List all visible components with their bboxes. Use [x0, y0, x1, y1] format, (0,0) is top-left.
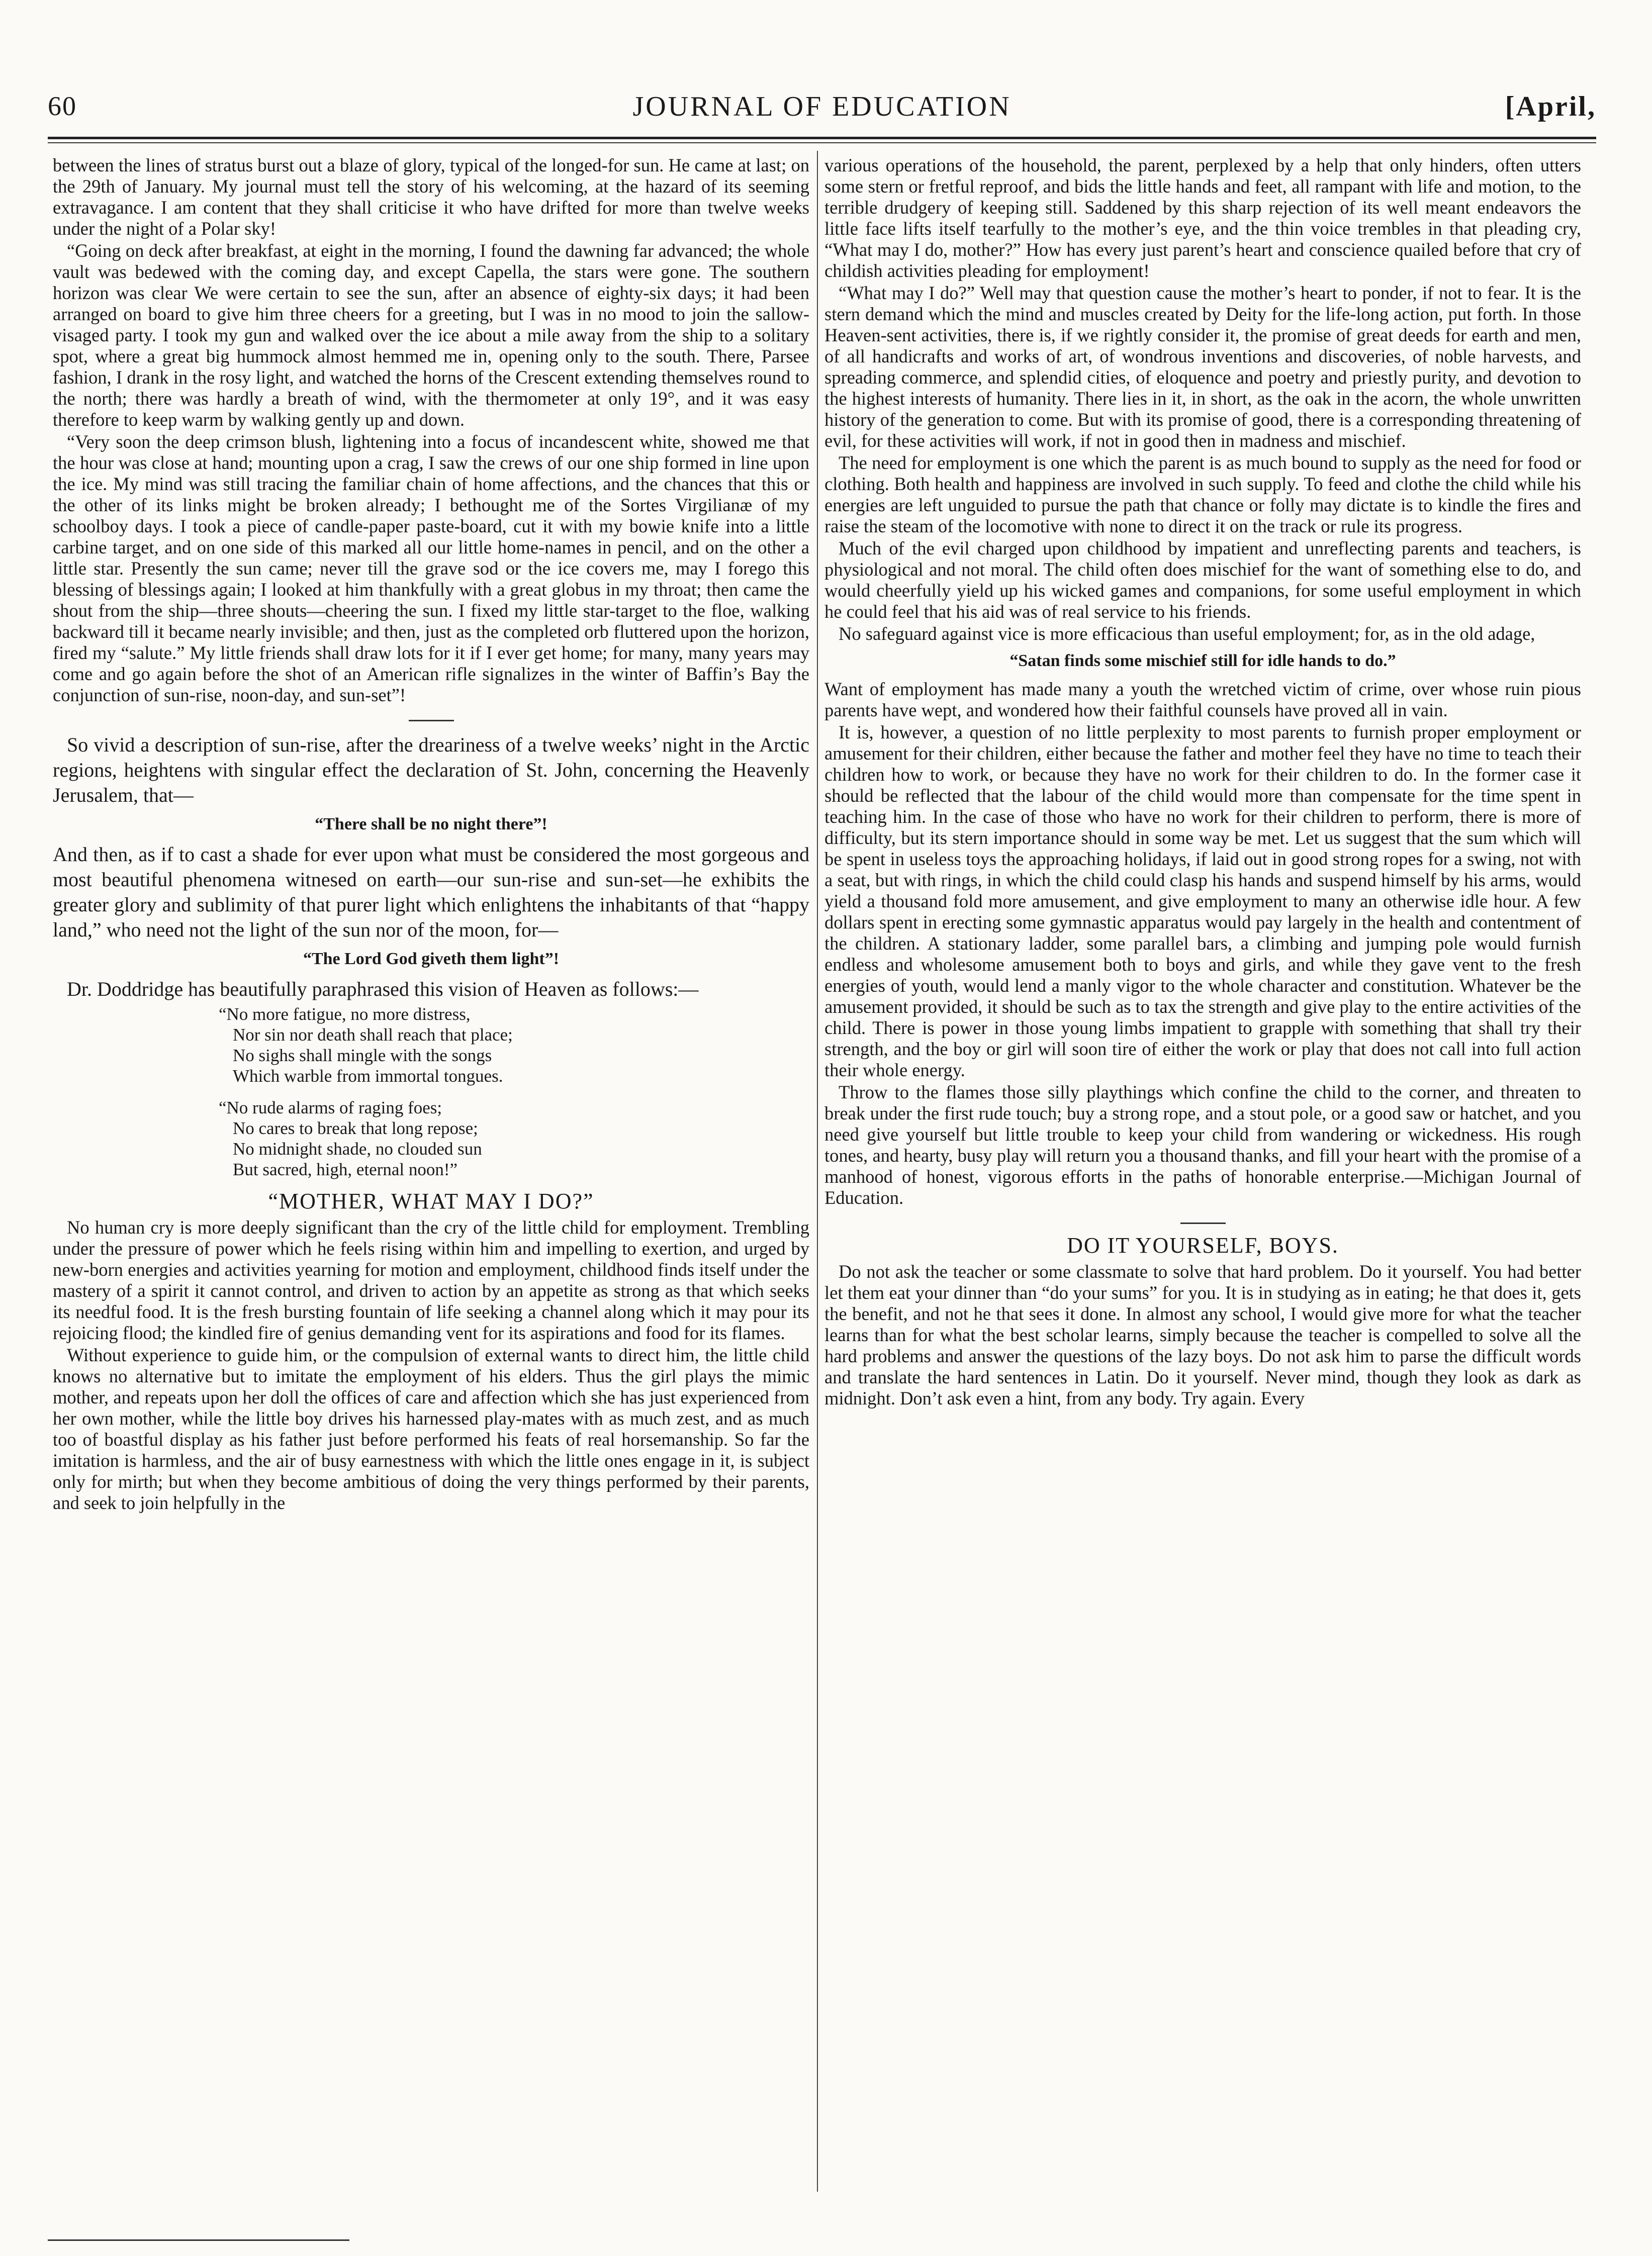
right-column [824, 155, 1581, 2206]
verse-line: “No more fatigue, no more distress, [219, 1004, 471, 1024]
left-paragraph-5: And then, as if to cast a shade for ever upon what must be considered the most gorgeous and most beautiful phenomena witnesed on earth—our sun-rise and sun-set—he exhibits the greater glory and sublimity of that purer light which enlightens the inhabitants of that “happy land,” who need not the light of the sun nor of the moon, for— [53, 843, 809, 941]
footer-rule [48, 2239, 349, 2241]
left-paragraph-7: No human cry is more deeply significant than the cry of the little child for employment. Trembling under the pressure of power which he feels rising within him and impelling to exertion, and urged by new-born energies and activities yearning for motion and employment, childhood finds itself under the mastery of a spirit it cannot control, and driven to action by an appetite as strong as that which seeks its needful food. It is the fresh bursting fountain of life seeking a channel along which it may pour its rejoicing flood; the kindled fire of genius demanding vent for its aspirations and food for its flames. [53, 1217, 809, 1343]
running-title: JOURNAL OF EDUCATION [632, 91, 1012, 122]
quote-lord-god: “The Lord God giveth them light”! [303, 950, 560, 968]
verse-line: No sighs shall mingle with the songs [233, 1046, 492, 1065]
verse-line: No cares to break that long repose; [233, 1118, 478, 1138]
left-paragraph-2: “Going on deck after breakfast, at eight in the morning, I found the dawning far advanced; the whole vault was bedewed with the coming day, and except Capella, the stars were gone. The southern horizon was clear We were certain to see the sun, after an absence of eighty-six days; it had been arranged on board to give him three cheers for a greeting, but I was in no mood to join the sallow-visaged party. I took my gun and walked over the ice about a mile away from the ship to a solitary spot, where a great big hummock almost hemmed me in, opening only to the south. There, Parsee fashion, I drank in the rosy light, and watched the horns of the Crescent extending themselves round to the north; there was hardly a breath of wind, with the thermometer at only 19°, and it was easy therefore to keep warm by walking gently up and down. [53, 240, 809, 430]
verse-line: But sacred, high, eternal noon!” [233, 1160, 458, 1179]
verse-line: “No rude alarms of raging foes; [219, 1098, 442, 1117]
left-paragraph-3: “Very soon the deep crimson blush, lightening into a focus of incandescent white, showed me that the hour was close at hand; mounting upon a crag, I saw the crews of our one ship formed in line upon the ice. My mind was still tracing the familiar chain of home affections, and the chances that this or the other of its links might be broken already; I bethought me of the Sortes Virgilianæ of my schoolboy days. I took a piece of candle-paper paste-board, cut it with my bowie knife into a little carbine target, and on one side of this marked all our little home-names in pencil, and on the other a little star. Presently the sun came; never till the grave sod or the ice covers me, may I forego this blessing of blessings again; I looked at him thankfully with a great globus in my throat; then came the shout from the ship—three shouts—cheering the sun. I fixed my little star-target to the floe, walking backward till it became nearly invisible; and then, just as the completed orb fluttered upon the horizon, fired my “salute.” My little friends shall draw lots for it if I ever get home; for many, many years may come and go again before the shot of an American rifle signalizes in the winter of Baffin’s Bay the conjunction of sun-rise, noon-day, and sun-set”! [53, 431, 809, 705]
right-paragraph-7: It is, however, a question of no little perplexity to most parents to furnish proper employment or amusement for their children, either because the father and mother feel they have no time to teach their children how to work, or because they have no work for their children to do. In the former case it should be reflected that the labour of the child would more than compensate for the time spent in teaching him. In the case of those who have no work for their children to perform, there is more of difficulty, but its stern importance should in some way be met. Let us suggest that the sum which will be spent in useless toys the approaching holidays, if laid out in good strong ropes for a swing, not with a seat, but with rings, in which the child could clasp his hands and suspend himself by his arms, would yield a thousand fold more amusement, and give employment to many an otherwise idle hour. A few dollars spent in erecting some gymnastic apparatus would pay largely in the health and contentment of the children. A stationary ladder, some parallel bars, a climbing and jumping pole would furnish endless and wholesome amusement both to boys and girls, and while they gave vent to the fresh energies of youth, would lend a manly vigor to the whole character and constitution. Whatever be the amusement provided, it should be such as to tax the strength and give play to the entire activities of the child. There is power in those young limbs impatient to grapple with something that shall try their strength, and the boy or girl will soon tire of either the work or play that does not call into full action their whole energy. [824, 722, 1581, 1080]
verse-line: Nor sin nor death shall reach that place; [233, 1025, 513, 1045]
article-heading-mother: “MOTHER, WHAT MAY I DO?” [268, 1189, 594, 1213]
page-header [48, 85, 1596, 131]
header-rule [48, 137, 1596, 139]
article-heading-boys: DO IT YOURSELF, BOYS. [1067, 1233, 1339, 1258]
quote-no-night: “There shall be no night there”! [315, 815, 547, 833]
section-divider [1180, 1223, 1226, 1224]
right-paragraph-2: “What may I do?” Well may that question cause the mother’s heart to ponder, if not to fear. It is the stern demand which the mind and muscles created by Deity for the life-long action, put forth. In those Heaven-sent activities, there is, if we rightly consider it, the promise of great deeds for earth and men, of all handicrafts and works of art, of wondrous inventions and discoveries, of noble harvests, and spreading commerce, and splendid cities, of eloquence and poetry and priestly purity, and devotion to the highest interests of humanity. There lies in it, in short, as the oak in the acorn, the whole unwritten history of the generation to come. But with its promise of good, there is a corresponding threatening of evil, for these activities will work, if not in good then in madness and mischief. [824, 283, 1581, 451]
verse-line: No midnight shade, no clouded sun [233, 1139, 482, 1159]
month-label: [April, [1505, 91, 1596, 122]
section-divider [409, 720, 454, 721]
verse-stanza-2 [219, 1097, 809, 1180]
right-paragraph-8: Throw to the flames those silly playthings which confine the child to the corner, and threaten to break under the first rude touch; buy a strong rope, and a stout pole, or a good saw or hatchet, and you need give yourself but little trouble to keep your child from wandering or wickedness. His rough tones, and hearty, busy play will return you a thousand thanks, and fill your heart with the promise of a manhood of honest, vigorous efforts in the paths of honorable enterprise.—Michigan Journal of Education. [824, 1082, 1581, 1208]
page-number: 60 [48, 91, 77, 121]
right-paragraph-5: No safeguard against vice is more efficacious than useful employment; for, as in the old adage, [839, 623, 1535, 644]
verse-stanza-1 [219, 1004, 809, 1086]
left-paragraph-1: between the lines of stratus burst out a blaze of glory, typical of the longed-for sun. He came at last; on the 29th of January. My journal must tell the story of his welcoming, at the hazard of its seeming extravagance. I am content that they shall criticise it who have drifted for more than twelve weeks under the night of a Polar sky! [53, 155, 809, 239]
header-rule-thin [48, 142, 1596, 143]
left-paragraph-8: Without experience to guide him, or the compulsion of external wants to direct him, the little child knows no alternative but to imitate the employment of his elders. Thus the girl plays the mimic mother, and repeats upon her doll the offices of care and affection which she has just experienced from her own mother, while the little boy drives his harnessed play-mates with as much zest, and as much too of boastful display as his father just before performed his feats of real horsemanship. So far the imitation is harmless, and the air of busy earnestness with which the little ones engage in it, is subject only for mirth; but when they become ambitious of doing the very things performed by their parents, and seek to join helpfully in the [53, 1345, 809, 1513]
column-divider [817, 151, 818, 2192]
left-column [53, 155, 809, 2206]
right-paragraph-6: Want of employment has made many a youth the wretched victim of crime, over whose ruin pious parents have wept, and wondered how their faithful counsels have proved all in vain. [824, 679, 1581, 720]
right-paragraph-4: Much of the evil charged upon childhood by impatient and unreflecting parents and teachers, is physiological and not moral. The child often does mischief for the want of something else to do, and would cheerfully yield up his wicked games and companions, for some useful employment in which he could feel that his aid was of real service to his friends. [824, 538, 1581, 622]
right-paragraph-1: various operations of the household, the parent, perplexed by a help that only hinders, often utters some stern or fretful reproof, and bids the little hands and feet, all rampant with life and motion, to the terrible drudgery of keeping still. Saddened by this sharp rejection of its well meant endeavors the little face lifts itself tearfully to the mother’s eye, and the thin voice trembles in that pleading cry, “What may I do, mother?” How has every just parent’s heart and conscience quailed before that cry of childish activities pleading for employment! [824, 155, 1581, 281]
quote-satan: “Satan finds some mischief still for idle hands to do.” [1009, 651, 1396, 670]
left-paragraph-6: Dr. Doddridge has beautifully paraphrased this vision of Heaven as follows:— [67, 978, 699, 1000]
left-paragraph-4: So vivid a description of sun-rise, after the dreariness of a twelve weeks’ night in the Arctic regions, heightens with singular effect the declaration of St. John, concerning the Heavenly Jerusalem, that— [53, 733, 809, 806]
right-paragraph-9: Do not ask the teacher or some classmate to solve that hard problem. Do it yourself. You had better let them eat your dinner than “do your sums” for you. It is in studying as in eating; he that does it, gets the benefit, and not he that sees it done. In almost any school, I would give more for what the teacher learns than for what the best scholar learns, simply because the teacher is compelled to solve all the hard problems and answer the questions of the lazy boys. Do not ask him to parse the difficult words and translate the hard sentences in Latin. Do it yourself. Never mind, though they look as dark as midnight. Don’t ask even a hint, from any body. Try again. Every [824, 1261, 1581, 1408]
verse-line: Which warble from immortal tongues. [233, 1066, 503, 1086]
right-paragraph-3: The need for employment is one which the parent is as much bound to supply as the need for food or clothing. Both health and happiness are involved in such supply. To feed and clothe the child while his energies are left unguided to pursue the path that chance or folly may dictate is to kindle the fires and raise the steam of the locomotive with none to direct it on the track or rule its progress. [824, 452, 1581, 536]
